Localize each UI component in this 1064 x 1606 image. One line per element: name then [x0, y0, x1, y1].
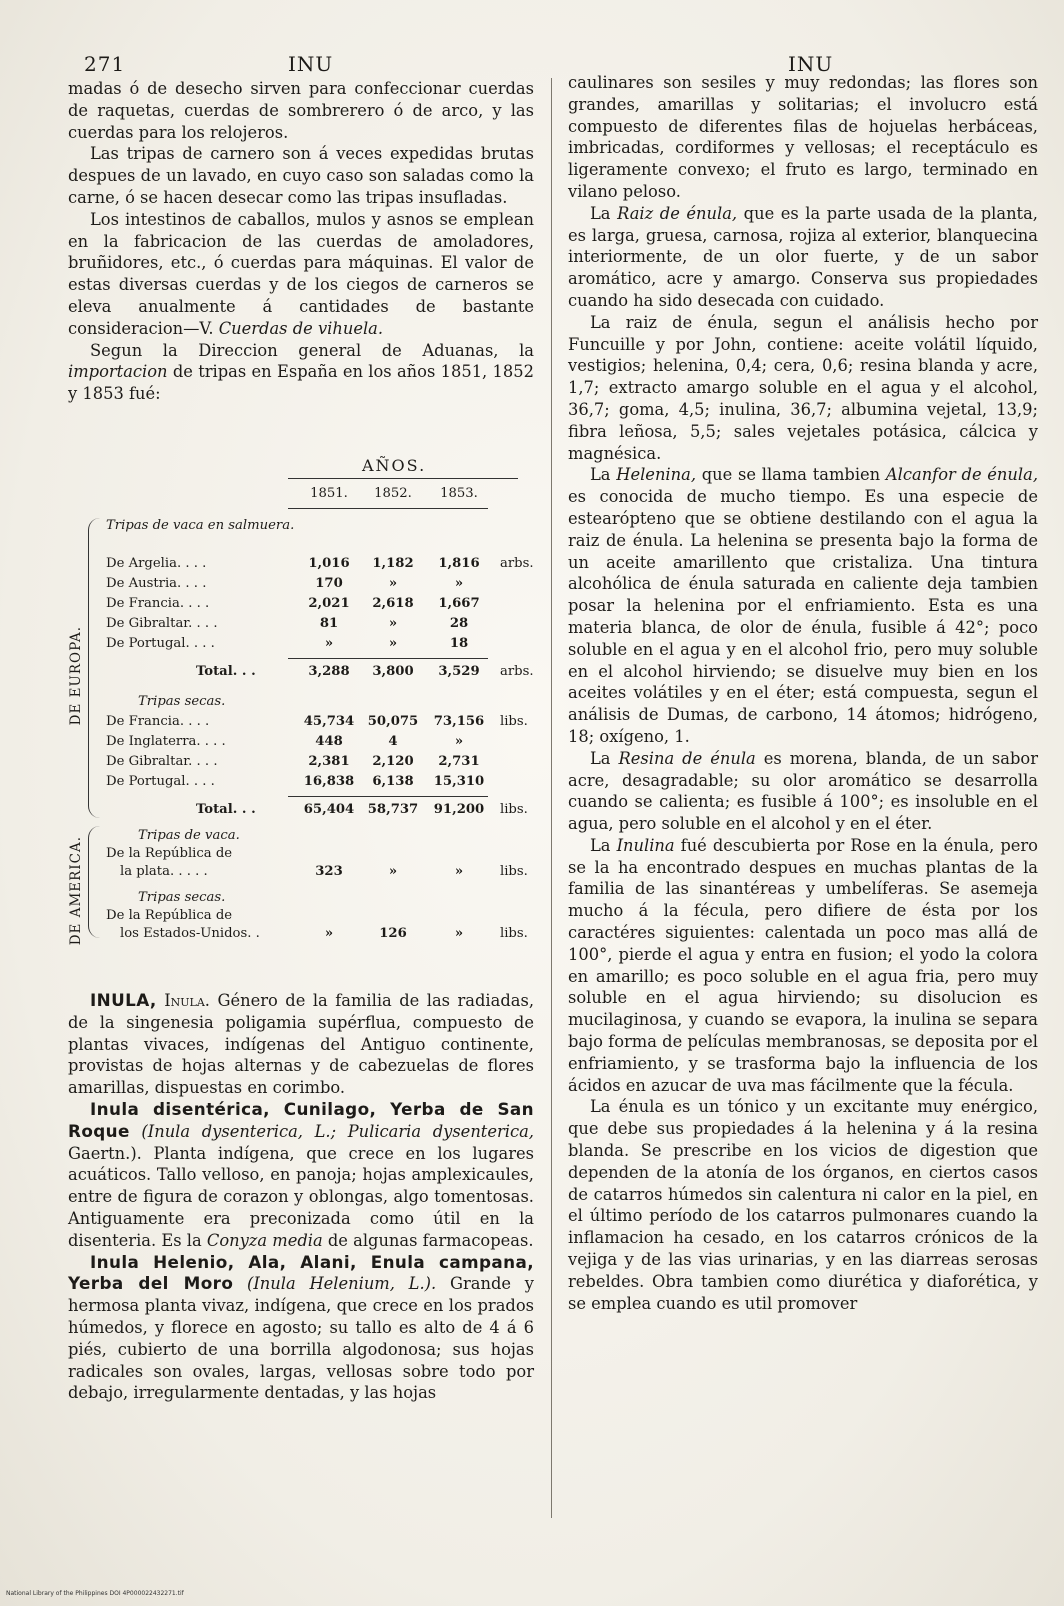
cell: 1,182 — [372, 556, 414, 571]
total-row — [106, 664, 536, 684]
cell: 1,816 — [438, 556, 480, 571]
cell: 16,838 — [303, 774, 355, 789]
year: 1851. — [310, 486, 348, 501]
text: La — [590, 465, 611, 485]
rule — [288, 508, 488, 509]
text: fué descubierta por Rose en la énula, pero se la ha encontrado despues en muchas plantas de la familia de las sinantéreas y umbelíferas. Se asemeja mucho á la fécula, pero difiere de ésta por los caractéres siguientes: calentada un poco mas allá de 100°, pierde el agua y entra en fusion; el yodo la colora en amarillo; es poco soluble en el agua fria, pero muy soluble en el agua hirviendo; su disolucion es mucilaginosa, y cuando se evapora, la inulina se separa bajo forma de películas membranosas, se deposita por el enfriamiento, y se trasforma bajo la influencia de los ácidos en azucar de uva mas fácilmente que la fécula. — [568, 835, 1038, 1095]
paragraph — [568, 464, 1038, 747]
paragraph — [68, 209, 534, 340]
total-row — [106, 802, 536, 822]
group-title: Tripas secas. — [138, 694, 226, 709]
entry-text: Grande y hermosa planta vivaz, indígena, que crece en los prados húmedos, y florece en agosto; su tallo es alto de 4 á 6 piés, cubierto de una borrilla algodonosa; sus hojas radicales son ovales, largas, vellosas sobre todo por debajo, irregularmente dentadas, y las hojas — [68, 1274, 534, 1403]
cell: 1,016 — [308, 556, 350, 571]
row-label: De Francia. . . . — [106, 596, 210, 611]
italic-term: importacion — [68, 362, 168, 382]
table-row — [106, 714, 536, 734]
text: de tripas en España en los años 1851, 1852 y 1853 fué: — [68, 362, 534, 404]
table-row — [106, 616, 536, 636]
table-row — [106, 576, 536, 596]
cell: 15,310 — [433, 774, 485, 789]
latin-name: (Inula dysenterica, L.; — [141, 1121, 337, 1141]
paragraph: Las tripas de carnero son á veces expedidas brutas despues de un lavado, en cuyo caso son saladas como la carne, ó se hacen desecar como las tripas insufladas. — [68, 144, 534, 207]
cell: 2,120 — [372, 754, 414, 769]
table-row — [106, 864, 536, 884]
cell: 28 — [449, 616, 469, 631]
row-label: De Argelia. . . . — [106, 556, 207, 571]
paragraph: La énula es un tónico y un excitante muy enérgico, que debe sus propiedades á la helenina y á la resina blanda. Se prescribe en los vicios de digestion que dependen de la atonía de los órganos, en ciertos casos de catarros húmedos sin calentura ni calor en la piel, en el último período de los catarros pulmonares cuando la inflamacion ha cesado, en los catarros crónicos de la vejiga y de las vias urinarias, y en las diarreas serosas rebeldes. Obra tambien como diurética y diaforética, y se emplea cuando es util promover — [568, 1097, 1038, 1313]
row-label: De Portugal. . . . — [106, 636, 215, 651]
cell: » — [454, 864, 464, 879]
unit: arbs. — [500, 664, 534, 679]
row-label: De la República de — [106, 846, 233, 861]
scan-footer: National Library of the Philippines DOI 4P000022432271.tif — [6, 1590, 184, 1597]
row-label: De la República de — [106, 908, 233, 923]
cross-reference: Cuerdas de vihuela. — [218, 318, 384, 338]
latin-name: Pulicaria dysenterica, — [347, 1121, 534, 1141]
latin-name: (Inula Helenium, L.). — [247, 1274, 437, 1294]
cell: » — [388, 616, 398, 631]
text: que se llama tambien — [701, 465, 881, 485]
italic-term: Alcanfor de énula, — [885, 465, 1038, 485]
cell: 170 — [315, 576, 343, 591]
entry-heading: INULA, — [90, 990, 157, 1010]
cell: 126 — [379, 926, 407, 941]
cell: 3,800 — [372, 664, 414, 679]
cell: 2,618 — [372, 596, 414, 611]
group-title: Tripas de vaca en salmuera. — [106, 518, 295, 533]
rule — [288, 658, 488, 659]
cell: » — [324, 636, 334, 651]
entry-heading: Inula disentérica, Cunilago, Yerba de San Roque — [68, 1098, 534, 1141]
row-label: De Gibraltar. . . . — [106, 616, 218, 631]
import-table — [68, 456, 538, 974]
rule — [288, 478, 518, 479]
row-label: De Austria. . . . — [106, 576, 207, 591]
table-row — [106, 596, 536, 616]
entry-text: Género de la familia de las radiadas, de la singenesia poligamia supérflua, compuesto de plantas vivaces, indígenas del Antiguo continente, provistas de hojas alternas y de cabezuelas de flores amarillas, dispuestas en corimbo. — [68, 991, 534, 1098]
row-label: la plata. . . . . — [120, 864, 208, 879]
cell: 4 — [388, 734, 398, 749]
cell: 2,021 — [308, 596, 350, 611]
row-label: Total. . . — [196, 664, 256, 679]
paragraph — [568, 748, 1038, 835]
unit: libs. — [500, 864, 528, 879]
cell: 18 — [449, 636, 469, 651]
text: Los intestinos de caballos, mulos y asnos se emplean en la fabricacion de las cuerdas de amoladores, bruñidores, etc., ó cuerdas para máquinas. El valor de estas diversas cuerdas y de los ciegos de carneros se eleva anualmente á cantidades de bastante consideracion—V. — [68, 209, 534, 338]
row-label: De Inglaterra. . . . — [106, 734, 226, 749]
entry-inula-disenterica — [68, 1099, 534, 1252]
cell: » — [454, 576, 464, 591]
cell: » — [324, 926, 334, 941]
table-row — [106, 734, 536, 754]
cell: 2,381 — [308, 754, 350, 769]
america-brace — [88, 826, 101, 938]
entry-inula — [68, 990, 534, 1099]
unit: arbs. — [500, 556, 534, 571]
america-label: DE AMERICA. — [68, 836, 84, 946]
cell: 2,731 — [438, 754, 480, 769]
table-row — [106, 846, 536, 866]
year: 1852. — [374, 486, 412, 501]
years-row — [106, 486, 536, 506]
paragraph: La raiz de énula, segun el análisis hecho por Funcuille y por John, contiene: aceite volátil líquido, vestigios; helenina, 0,4; cera, 0,6; resina blanda y acre, 1,7; extracto amargo soluble en el agua y el alcohol, 36,7; goma, 4,5; inulina, 36,7; albumina vejetal, 13,9; fibra leñosa, 5,5; sales vejetales potásica, cálcica y magnésica. — [568, 312, 1038, 463]
unit: libs. — [500, 802, 528, 817]
italic-term: Raiz de énula, — [617, 203, 738, 223]
table-row — [106, 908, 536, 928]
paragraph: madas ó de desecho sirven para confeccionar cuerdas de raquetas, cuerdas de sombrerero ó de arco, y las cuerdas para los relojeros. — [68, 79, 534, 142]
text: La — [590, 835, 611, 855]
left-column-lower — [68, 990, 534, 1404]
table-row — [106, 774, 536, 794]
group-title: Tripas de vaca. — [138, 828, 240, 843]
italic-term: Helenina, — [616, 465, 697, 485]
entry-heading: Inula Helenio, Ala, Alani, Enula campana, Yerba del Moro — [68, 1251, 534, 1294]
cell: 6,138 — [372, 774, 414, 789]
table-row — [106, 556, 536, 576]
unit: libs. — [500, 714, 528, 729]
column-divider — [551, 78, 552, 1518]
cell: 323 — [315, 864, 343, 879]
text: es conocida de mucho tiempo. Es una especie de estearópteno que se obtiene destilando con el agua la raiz de énula. La helenina se presenta bajo la forma de un aceite amarillento que cristaliza. Una tintura alcohólica de énula saturada en caliente deja tambien posar la helenina por el enfriamiento. Esta es una materia blanca, de olor de énula, fusible á 42°; poco soluble en el agua y en el alcohol frio, pero muy soluble en el alcohol hirviendo; se disuelve muy bien en los aceites volátiles y en el éter; está compuesta, segun el análisis de Dumas, de carbono, 14 átomos; hidrógeno, 18; oxígeno, 1. — [568, 487, 1038, 746]
unit: libs. — [500, 926, 528, 941]
row-label: De Gibraltar. . . . — [106, 754, 218, 769]
text: La — [590, 748, 611, 768]
right-running-head: INU — [788, 52, 834, 76]
paragraph — [568, 835, 1038, 1097]
entry-text: de algunas farmacopeas. — [327, 1230, 534, 1250]
paragraph — [68, 340, 534, 405]
paragraph: caulinares son sesiles y muy redondas; las flores son grandes, amarillas y solitarias; el involucro está compuesto de diferentes filas de hojuelas herbáceas, imbricadas, cordiformes y vellosas; el receptáculo es ligeramente convexo; el fruto es largo, terminado en vilano peloso. — [568, 73, 1038, 201]
cell: 3,529 — [438, 664, 480, 679]
cell: 65,404 — [303, 802, 355, 817]
group-title: Tripas secas. — [138, 890, 226, 905]
europe-label: DE EUROPA. — [68, 626, 84, 726]
row-label: De Portugal. . . . — [106, 774, 215, 789]
latin-name: Conyza media — [206, 1230, 323, 1250]
cell: 1,667 — [438, 596, 480, 611]
cell: » — [454, 734, 464, 749]
year: 1853. — [440, 486, 478, 501]
page-number: 271 — [84, 52, 126, 76]
right-column — [568, 72, 1038, 1314]
cell: » — [388, 576, 398, 591]
cell: 3,288 — [308, 664, 350, 679]
table-row — [106, 636, 536, 656]
paragraph — [568, 203, 1038, 312]
cell: » — [388, 636, 398, 651]
table-row — [106, 754, 536, 774]
cell: 448 — [315, 734, 343, 749]
entry-text: Gaertn.). Planta indígena, que crece en los lugares acuáticos. Tallo velloso, en panoja; hojas amplexicaules, entre de figura de corazon y oblongas, algo tomentosas. Antiguamente era preconizada como útil en la disenteria. Es la — [68, 1143, 534, 1250]
left-running-head: INU — [288, 52, 334, 76]
table-row — [106, 926, 536, 946]
cell: 73,156 — [433, 714, 485, 729]
entry-latin: Inula. — [164, 991, 210, 1010]
italic-term: Inulina — [616, 835, 675, 855]
entry-inula-helenio — [68, 1252, 534, 1405]
row-label: De Francia. . . . — [106, 714, 210, 729]
text: es morena, blanda, de un sabor acre, desagradable; su olor aromático se desarrolla cuando se calienta; es fusible á 100°; es insoluble en el agua, pero soluble en el alcohol y en el éter. — [568, 748, 1038, 834]
row-label: Total. . . — [196, 802, 256, 817]
europe-brace — [88, 518, 101, 818]
cell: 81 — [319, 616, 339, 631]
text: La — [590, 203, 611, 223]
cell: » — [388, 864, 398, 879]
row-label: los Estados-Unidos. . — [120, 926, 260, 941]
rule — [288, 796, 488, 797]
cell: 45,734 — [303, 714, 355, 729]
years-header: AÑOS. — [362, 456, 427, 475]
italic-term: Resina de énula — [618, 748, 756, 768]
text: Segun la Direccion general de Aduanas, la — [90, 340, 534, 360]
cell: » — [454, 926, 464, 941]
left-column — [68, 78, 534, 405]
cell: 91,200 — [433, 802, 485, 817]
cell: 58,737 — [367, 802, 419, 817]
text: que es la parte usada de la planta, es larga, gruesa, carnosa, rojiza al exterior, blanquecina interiormente, de un olor fuerte, y de un sabor aromático, acre y amargo. Conserva sus propiedades cuando ha sido desecada con cuidado. — [568, 203, 1038, 310]
cell: 50,075 — [367, 714, 419, 729]
